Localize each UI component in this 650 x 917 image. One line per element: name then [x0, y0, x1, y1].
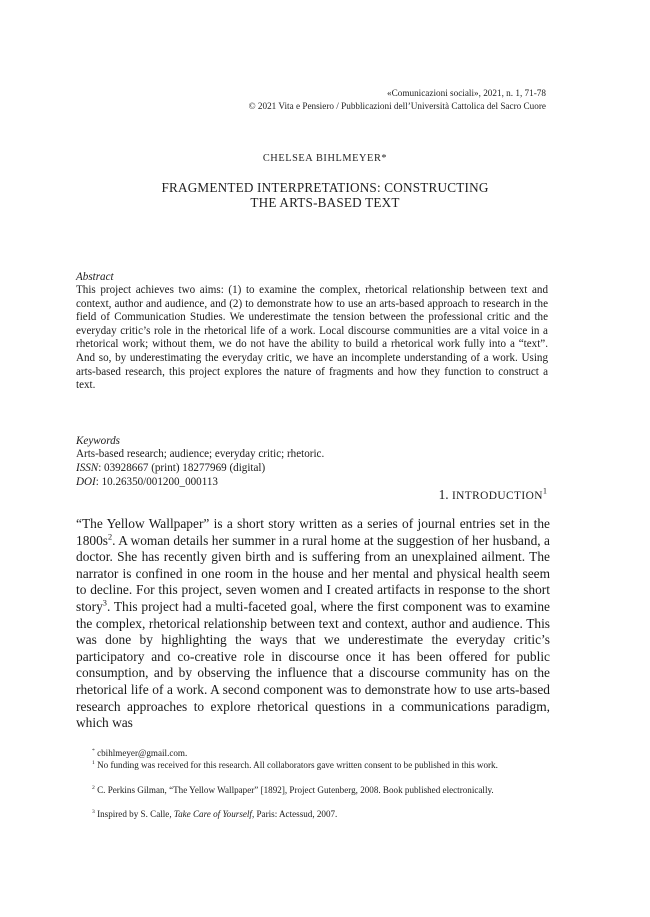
- issn-value: : 03928667 (print) 18277969 (digital): [98, 462, 266, 474]
- footnote-3: [76, 809, 550, 821]
- author-name: CHELSEA BIHLMEYER*: [262, 153, 388, 164]
- footnote-ref-2: 2: [108, 532, 113, 542]
- doi-value: : 10.26350/001200_000113: [95, 476, 218, 488]
- footnote-2: [76, 785, 550, 797]
- keywords-heading: Keywords: [76, 435, 120, 447]
- footnote-3-text-a: Inspired by S. Calle,: [94, 809, 174, 819]
- footnote-1-text: No funding was received for this research. All collaborators gave written consent to be published in this work.: [94, 760, 498, 770]
- keywords-list: Arts-based research; audience; everyday critic; rhetoric.: [76, 448, 325, 460]
- section-heading: [439, 487, 547, 503]
- section-number: 1.: [438, 487, 452, 502]
- intro-text-part-3: . This project had a multi-faceted goal, where the first component was to examine the complex, rhetorical relationship between text and context, author and audience. This was done by highlighting the ways that we underestimate the everyday critic’s participatory and co-creative role in discourse once it has been offered for public consumption, and by observing the influence that a discourse community has on the rhetorical life of a work. A second component was to demonstrate how to use arts-based research approaches to explore rhetorical questions in a communications paradigm, which was: [76, 598, 550, 731]
- intro-text-part-2: . A woman details her summer in a rural home at the suggestion of her husband, a doctor. She has recently given birth and is suffering from an unexplained ailment. The narrator is confined in one room in the house and her mental and physical health seem to decline. For this project, seven women and I created artifacts in response to the short story: [76, 532, 550, 614]
- issn-label: ISSN: [76, 462, 99, 474]
- abstract-text: This project achieves two aims: (1) to examine the complex, rhetorical relationship between text and context, author and audience, and (2) to demonstrate how to use an arts-based approach to research in the field of Communication Studies. We underestimate the tension between the professional critic and the everyday critic’s role in the rhetorical life of a work. Local discourse communities are a vital voice in a rhetorical work; without them, we do not have the ability to build a rhetorical work fully into a “text”. And so, by underestimating the everyday critic, we have an incomplete understanding of a work. Using arts-based research, this project explores the nature of fragments and how they function to construct a text.: [76, 284, 548, 392]
- footnote-3-work-title: Take Care of Yourself: [173, 809, 252, 819]
- footnote-1: [76, 760, 550, 772]
- abstract-heading: Abstract: [76, 271, 114, 283]
- title-line-1: FRAGMENTED INTERPRETATIONS: CONSTRUCTING: [161, 180, 489, 195]
- footnote-3-text-b: , Paris: Actessud, 2007.: [251, 809, 338, 819]
- title-line-2: THE ARTS-BASED TEXT: [250, 195, 400, 210]
- intro-text-part-1: “The Yellow Wallpaper” is a short story written as a series of journal entries set in the 1800s: [76, 516, 550, 548]
- copyright-line: © 2021 Vita e Pensiero / Pubblicazioni dell’Università Cattolica del Sacro Cuore: [248, 101, 546, 111]
- doi-label: DOI: [76, 476, 96, 488]
- issn-line: [76, 462, 548, 476]
- footnote-mark-1: 1: [92, 759, 95, 766]
- section-title: INTRODUCTION: [451, 490, 543, 502]
- footnote-ref-3: 3: [102, 598, 107, 608]
- intro-paragraph: [76, 516, 550, 732]
- footnote-star-text: cbihlmeyer@gmail.com.: [94, 748, 188, 758]
- footnote-2-text: C. Perkins Gilman, “The Yellow Wallpaper” [1892], Project Gutenberg, 2008. Book published electronically.: [94, 785, 494, 795]
- journal-citation: «Comunicazioni sociali», 2021, n. 1, 71-78: [387, 88, 546, 98]
- footnote-mark-3: 3: [92, 808, 95, 815]
- footnote-mark-star: *: [92, 747, 95, 754]
- footnote-mark-2: 2: [92, 784, 95, 791]
- section-footnote-ref: 1: [542, 486, 547, 496]
- article-title: [0, 180, 650, 210]
- footnote-author-email: [76, 748, 550, 760]
